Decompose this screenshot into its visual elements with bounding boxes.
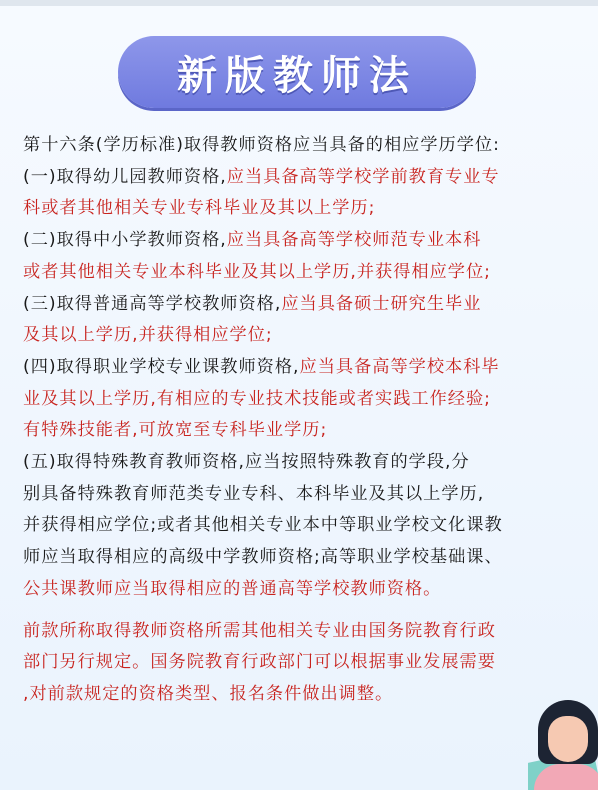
clause-3-requirement: 应当具备硕士研究生毕业 [281, 293, 482, 314]
clause-2 [23, 225, 583, 288]
clause-3-line-1 [23, 289, 583, 321]
clause-4-requirement: 应当具备高等学校本科毕 [299, 356, 500, 377]
teacher-illustration [528, 694, 598, 790]
clause-4-lead: (四)取得职业学校专业课教师资格, [23, 356, 300, 377]
clause-1 [23, 162, 583, 225]
clause-5-line-4: 师应当取得相应的高级中学教师资格;高等职业学校基础课、 [23, 547, 503, 568]
clause-5-line-5: 公共课教师应当取得相应的普通高等学校教师资格。 [23, 578, 442, 599]
clause-3-line-2: 及其以上学历,并获得相应学位; [23, 325, 273, 346]
clause-5 [23, 447, 583, 606]
title-banner [118, 36, 476, 108]
document-page [0, 6, 598, 790]
clause-5-line-1: (五)取得特殊教育教师资格,应当按照特殊教育的学段,分 [23, 452, 470, 473]
closing-line-2: 部门另行规定。国务院教育行政部门可以根据事业发展需要 [23, 652, 496, 673]
clause-4-line-3: 有特殊技能者,可放宽至专科毕业学历; [23, 420, 328, 441]
clause-4 [23, 352, 583, 447]
clause-1-line-1 [23, 162, 583, 194]
page-title: 新版教师法 [177, 52, 417, 99]
clause-1-requirement: 应当具备高等学校学前教育专业专 [226, 166, 500, 187]
clause-4-line-1 [23, 352, 583, 384]
illustration-face [548, 716, 588, 762]
article-body [23, 130, 583, 711]
clause-3 [23, 289, 583, 352]
heading-line: 第十六条(学历标准)取得教师资格应当具备的相应学历学位: [23, 135, 500, 155]
closing-line-3: ,对前款规定的资格类型、报名条件做出调整。 [23, 683, 394, 704]
clause-1-lead: (一)取得幼儿园教师资格, [23, 166, 227, 187]
closing-line-1: 前款所称取得教师资格所需其他相关专业由国务院教育行政 [23, 620, 496, 641]
clause-3-lead: (三)取得普通高等学校教师资格, [23, 293, 282, 314]
clause-5-line-2: 别具备特殊教育师范类专业专科、本科毕业及其以上学历, [23, 483, 485, 504]
clause-2-line-1 [23, 225, 583, 257]
clause-2-line-2: 或者其他相关专业本科毕业及其以上学历,并获得相应学位; [23, 261, 491, 282]
clause-5-line-3: 并获得相应学位;或者其他相关专业本中等职业学校文化课教 [23, 515, 503, 536]
clause-1-line-2: 科或者其他相关专业专科毕业及其以上学历; [23, 198, 376, 219]
article-heading [23, 130, 583, 162]
clause-4-line-2: 业及其以上学历,有相应的专业技术技能或者实践工作经验; [23, 388, 491, 409]
closing-paragraph [23, 616, 583, 711]
clause-2-requirement: 应当具备高等学校师范专业本科 [226, 230, 482, 251]
clause-2-lead: (二)取得中小学教师资格, [23, 230, 227, 251]
